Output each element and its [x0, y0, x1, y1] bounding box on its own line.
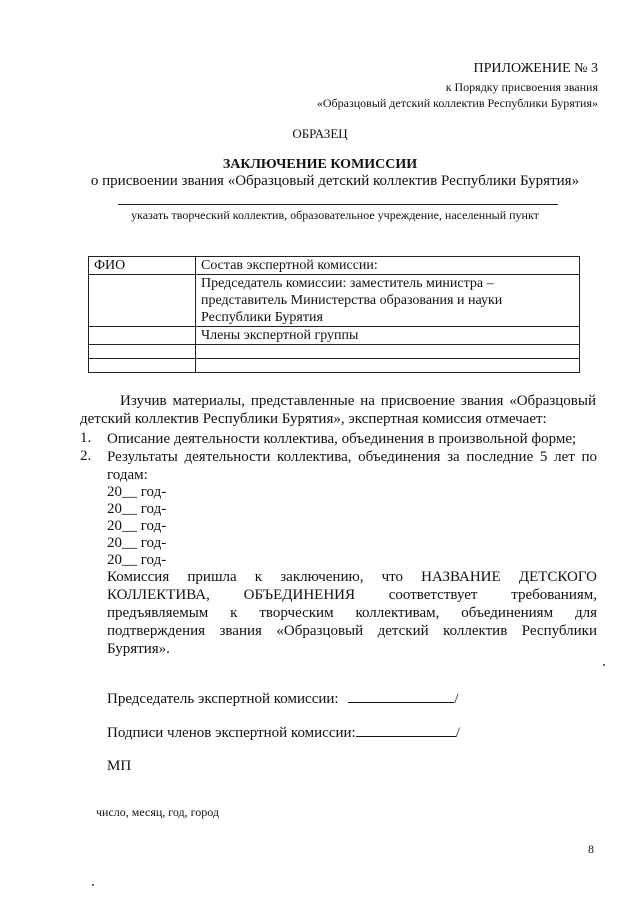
fio-cell	[89, 275, 196, 327]
commission-table	[88, 256, 580, 373]
item-2-text: Результаты деятельности коллектива, объединения за последние 5 лет по годам:	[107, 449, 597, 483]
table-row	[89, 345, 580, 359]
members-signature-label: Подписи членов экспертной комиссии:	[107, 725, 356, 741]
year-line: 20__ год-	[107, 535, 167, 551]
member-cell	[196, 359, 580, 373]
fio-cell	[89, 345, 196, 359]
year-line: 20__ год-	[107, 518, 167, 534]
fill-in-hint: указать творческий коллектив, образовательное учреждение, населенный пункт	[131, 208, 539, 222]
composition-header: Состав экспертной комиссии:	[196, 257, 580, 275]
fio-cell	[89, 359, 196, 373]
signature-slash: /	[455, 725, 460, 741]
member-cell	[196, 345, 580, 359]
appendix-line-2: к Порядку присвоения звания	[445, 80, 598, 94]
document-subtitle: о присвоении звания «Образцовый детский коллектив Республики Бурятия»	[90, 173, 580, 189]
chairman-signature	[107, 688, 459, 708]
page-number: 8	[588, 842, 594, 856]
table-row	[89, 327, 580, 345]
conclusion-paragraph: Комиссия пришла к заключению, что НАЗВАНИЕ ДЕТСКОГО КОЛЛЕКТИВА, ОБЪЕДИНЕНИЯ соответствует требованиям, предъявляемым к творческим коллективам, объединениям для подтверждения звания «Образцовый детский коллектив Республики Бурятия».	[107, 569, 597, 657]
chairman-signature-line[interactable]	[348, 688, 454, 703]
members-signature-line[interactable]	[356, 722, 456, 737]
table-row	[89, 275, 580, 327]
scan-speck	[603, 664, 605, 666]
date-place-label: число, месяц, год, город	[96, 805, 220, 819]
year-line: 20__ год-	[107, 501, 167, 517]
members-signature	[107, 722, 460, 742]
appendix-number: ПРИЛОЖЕНИЕ № 3	[473, 61, 598, 76]
members-cell: Члены экспертной группы	[196, 327, 580, 345]
fio-header: ФИО	[89, 257, 196, 275]
intro-paragraph: Изучив материалы, представленные на присвоение звания «Образцовый детский коллектив Республики Бурятия», экспертная комиссия отмечает:	[80, 393, 596, 427]
item-1-text: Описание деятельности коллектива, объединения в произвольной форме;	[107, 431, 577, 447]
scan-speck	[92, 884, 94, 886]
item-2-number: 2.	[80, 448, 92, 464]
fio-cell	[89, 327, 196, 345]
chairman-signature-label: Председатель экспертной комиссии:	[107, 691, 339, 707]
item-1-number: 1.	[80, 430, 92, 446]
table-row	[89, 359, 580, 373]
year-line: 20__ год-	[107, 484, 167, 500]
appendix-line-3: «Образцовый детский коллектив Республики Бурятия»	[316, 96, 598, 110]
sample-label: ОБРАЗЕЦ	[292, 126, 348, 141]
document-title: ЗАКЛЮЧЕНИЕ КОМИССИИ	[222, 157, 418, 172]
signature-slash: /	[454, 691, 459, 707]
fill-in-line	[118, 204, 558, 205]
year-line: 20__ год-	[107, 552, 167, 568]
seal-placeholder: МП	[107, 758, 132, 774]
table-row	[89, 257, 580, 275]
chairman-cell: Председатель комиссии: заместитель министра – представитель Министерства образования и науки Республики Бурятия	[196, 275, 580, 327]
